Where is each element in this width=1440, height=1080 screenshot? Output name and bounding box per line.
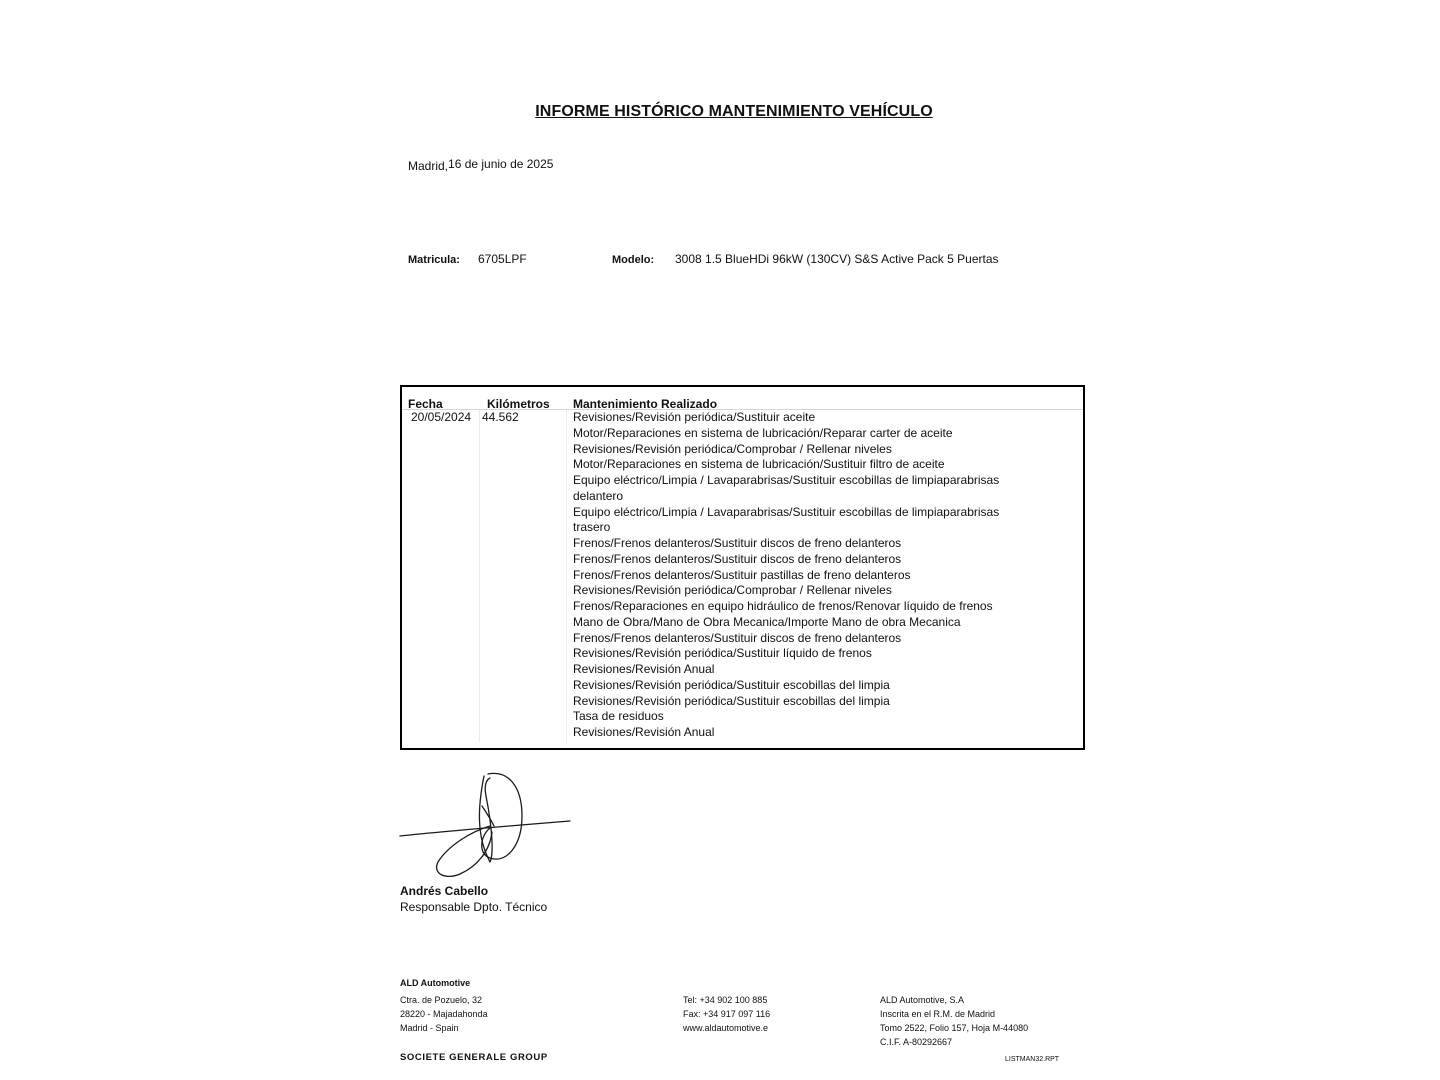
maintenance-item: Revisiones/Revisión Anual — [573, 725, 715, 739]
footer-address-line: Madrid - Spain — [400, 1023, 459, 1033]
signer-name: Andrés Cabello — [400, 884, 489, 898]
maintenance-item: Frenos/Reparaciones en equipo hidráulico de frenos/Renovar líquido de frenos — [573, 599, 993, 613]
footer-website: www.aldautomotive.e — [683, 1023, 769, 1033]
footer-registry-line: Inscrita en el R.M. de Madrid — [880, 1009, 996, 1019]
footer-company: ALD Automotive — [400, 978, 471, 988]
footer-registry-line: C.I.F. A-80292667 — [880, 1037, 953, 1047]
signature-image — [398, 766, 576, 882]
header-date: Fecha — [408, 397, 443, 411]
maintenance-item: Revisiones/Revisión periódica/Sustituir escobillas del limpia — [573, 693, 890, 708]
maintenance-item: Mano de Obra/Mano de Obra Mecanica/Importe Mano de obra Mecanica — [573, 614, 961, 629]
maintenance-item: Motor/Reparaciones en sistema de lubricación/Reparar carter de aceite — [573, 425, 953, 440]
report-date-line — [408, 157, 553, 171]
footer-registry-line: ALD Automotive, S.A — [880, 995, 965, 1005]
maintenance-list — [573, 410, 1003, 741]
footer-phone: Tel: +34 902 100 885 — [683, 995, 768, 1005]
maintenance-item: Frenos/Frenos delanteros/Sustituir pastillas de freno delanteros — [573, 567, 911, 582]
plate-label: Matricula: — [408, 254, 460, 266]
maintenance-item: Revisiones/Revisión periódica/Sustituir líquido de frenos — [573, 646, 872, 661]
header-km: Kilómetros — [487, 397, 550, 411]
footer-group: SOCIETE GENERALE GROUP — [400, 1052, 548, 1063]
row-km: 44.562 — [482, 410, 519, 424]
maintenance-item: Frenos/Frenos delanteros/Sustituir discos de freno delanteros — [573, 551, 902, 566]
maintenance-item: Motor/Reparaciones en sistema de lubricación/Sustituir filtro de aceite — [573, 457, 945, 472]
footer-registry-line: Tomo 2522, Folio 157, Hoja M-44080 — [880, 1023, 1029, 1033]
report-code: LISTMAN32.RPT — [1005, 1056, 1060, 1063]
row-date: 20/05/2024 — [411, 410, 472, 424]
maintenance-item: Equipo eléctrico/Limpia / Lavaparabrisas/Sustituir escobillas de limpiaparabrisas delantero — [573, 473, 1000, 503]
maintenance-item: Revisiones/Revisión Anual — [573, 662, 715, 676]
plate-value: 6705LPF — [478, 252, 527, 266]
footer-fax: Fax: +34 917 097 116 — [683, 1009, 771, 1019]
column-divider — [566, 410, 567, 742]
maintenance-table — [400, 385, 1085, 750]
footer-contact — [683, 993, 770, 1035]
report-title: INFORME HISTÓRICO MANTENIMIENTO VEHÍCULO — [535, 103, 933, 120]
maintenance-item: Frenos/Frenos delanteros/Sustituir discos de freno delanteros — [573, 630, 902, 645]
column-divider — [479, 410, 480, 742]
maintenance-item: Frenos/Frenos delanteros/Sustituir discos de freno delanteros — [573, 536, 902, 550]
maintenance-item: Revisiones/Revisión periódica/Comprobar / Rellenar niveles — [573, 583, 892, 598]
footer-registry — [880, 993, 1028, 1049]
report-date: 16 de junio de 2025 — [448, 157, 554, 171]
maintenance-item: Revisiones/Revisión periódica/Sustituir aceite — [573, 410, 816, 424]
maintenance-item: Revisiones/Revisión periódica/Comprobar / Rellenar niveles — [573, 441, 892, 456]
footer-address-line: Ctra. de Pozuelo, 32 — [400, 995, 483, 1005]
footer-address-line: 28220 - Majadahonda — [400, 1009, 488, 1019]
signer-role: Responsable Dpto. Técnico — [400, 900, 548, 914]
report-city: Madrid, — [408, 159, 449, 173]
maintenance-item: Revisiones/Revisión periódica/Sustituir escobillas del limpia — [573, 677, 890, 692]
footer-address — [400, 993, 488, 1035]
model-value: 3008 1.5 BlueHDi 96kW (130CV) S&S Active Pack 5 Puertas — [675, 252, 999, 266]
header-maintenance: Mantenimiento Realizado — [573, 397, 718, 411]
maintenance-item: Equipo eléctrico/Limpia / Lavaparabrisas/Sustituir escobillas de limpiaparabrisas trasero — [573, 504, 1000, 535]
maintenance-item: Tasa de residuos — [573, 709, 664, 724]
model-label: Modelo: — [612, 254, 655, 266]
